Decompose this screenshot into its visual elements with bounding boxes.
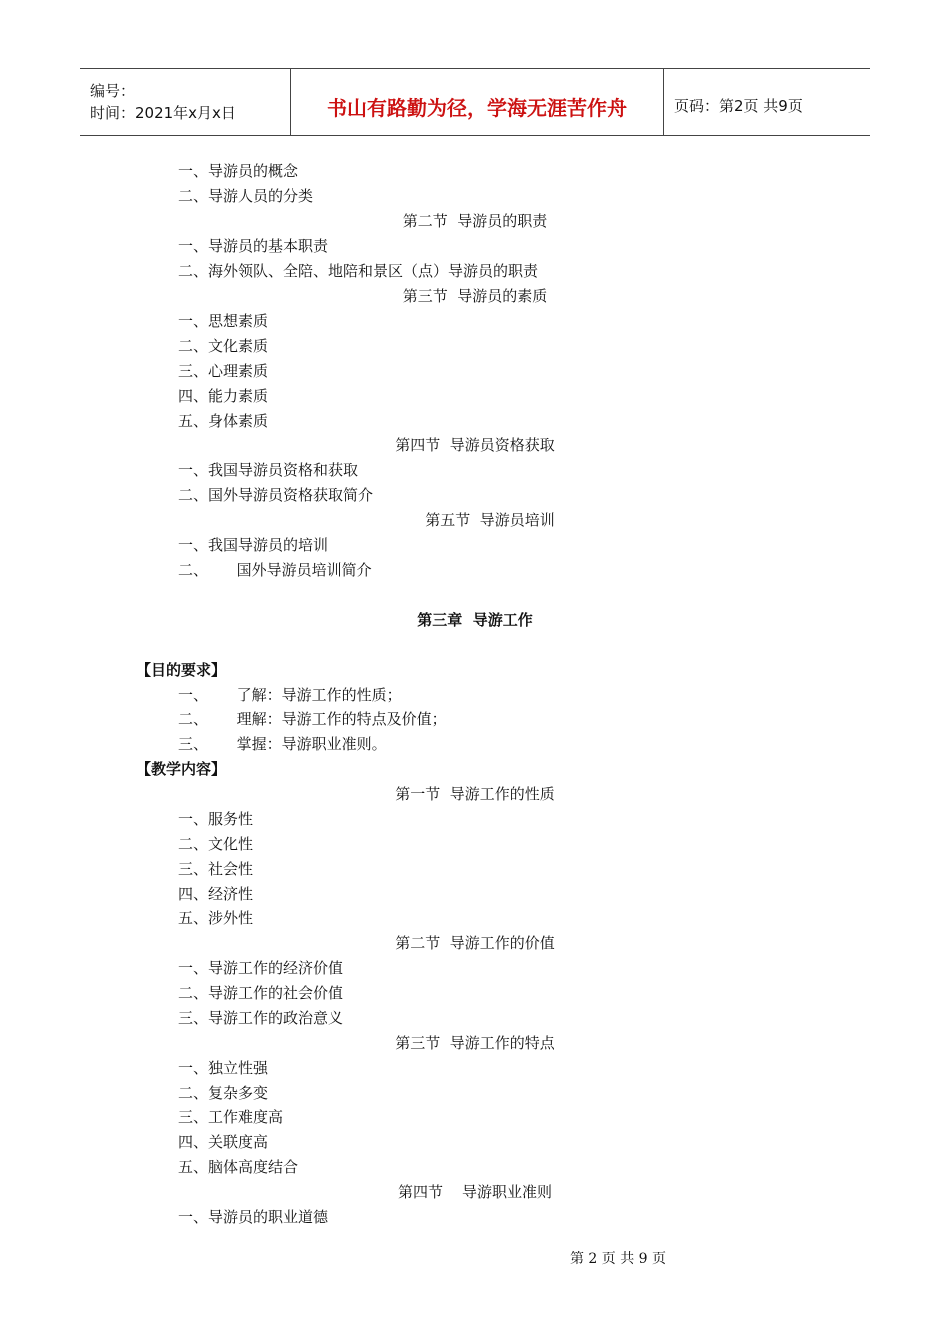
list-item: 二、文化性 [178,835,254,853]
list-item: 四、能力素质 [178,387,269,405]
list-item: 三、心理素质 [178,362,269,380]
list-item: 一、导游工作的经济价值 [178,959,344,977]
section-heading: 第三节 导游工作的特点 [395,1034,555,1052]
teaching-content-label: 【教学内容】 [136,760,227,778]
list-item: 三、社会性 [178,860,254,878]
list-item: 一、独立性强 [178,1059,269,1077]
section-heading: 第二节 导游员的职责 [402,212,548,230]
list-item: 一、 了解：导游工作的性质； [178,686,402,704]
header-left-cell [80,69,291,136]
list-item: 二、文化素质 [178,337,269,355]
list-item: 三、工作难度高 [178,1108,284,1126]
chapter-title: 第三章 导游工作 [417,611,533,629]
document-number-label: 编号： [90,82,136,100]
section-heading: 第四节 导游职业准则 [397,1183,553,1201]
section-heading: 第三节 导游员的素质 [402,287,548,305]
list-item: 二、 国外导游员培训简介 [178,561,372,579]
list-item: 一、服务性 [178,810,254,828]
page-header [80,68,870,136]
list-item: 一、导游员的基本职责 [178,237,329,255]
header-motto: 书山有路勤为径，学海无涯苦作舟 [291,69,664,136]
list-item: 二、复杂多变 [178,1084,269,1102]
list-item: 二、导游人员的分类 [178,187,314,205]
list-item: 一、我国导游员资格和获取 [178,461,359,479]
list-item: 四、经济性 [178,885,254,903]
list-item: 一、导游员的职业道德 [178,1208,329,1226]
list-item: 二、导游工作的社会价值 [178,984,344,1002]
list-item: 五、身体素质 [178,412,269,430]
document-date: 时间：2021年x月x日 [90,104,236,122]
section-heading: 第四节 导游员资格获取 [395,436,555,454]
list-item: 一、导游员的概念 [178,162,299,180]
section-heading: 第二节 导游工作的价值 [395,934,555,952]
list-item: 二、 理解：导游工作的特点及价值； [178,710,447,728]
page-footer: 第 2 页 共 9 页 [569,1251,667,1267]
header-page-info: 页码：第2页 共9页 [664,69,871,136]
section-heading: 第一节 导游工作的性质 [395,785,555,803]
list-item: 三、 掌握：导游职业准则。 [178,735,387,753]
list-item: 四、关联度高 [178,1133,269,1151]
list-item: 一、我国导游员的培训 [178,536,329,554]
list-item: 一、思想素质 [178,312,269,330]
list-item: 五、涉外性 [178,909,254,927]
list-item: 三、导游工作的政治意义 [178,1009,344,1027]
list-item: 二、国外导游员资格获取简介 [178,486,374,504]
list-item: 五、脑体高度结合 [178,1158,299,1176]
section-heading: 第五节 导游员培训 [425,511,555,529]
list-item: 二、海外领队、全陪、地陪和景区（点）导游员的职责 [178,262,539,280]
objectives-label: 【目的要求】 [136,661,227,679]
